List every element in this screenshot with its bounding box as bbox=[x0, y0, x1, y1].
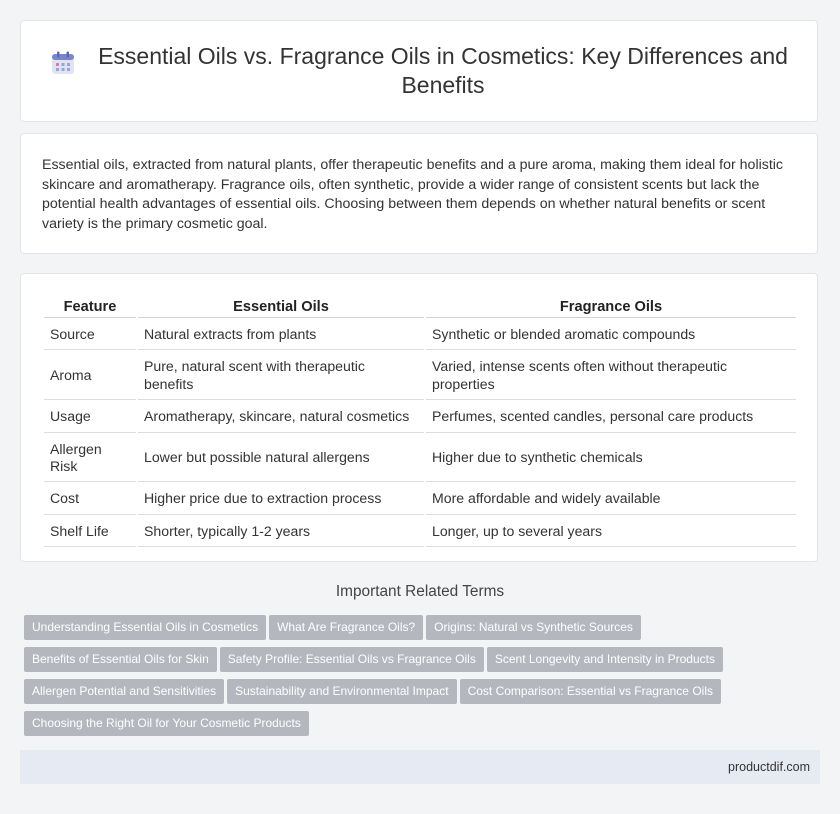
table-row bbox=[44, 402, 796, 432]
table-row bbox=[44, 517, 796, 547]
essential-oils-cell: Aromatherapy, skincare, natural cosmetics bbox=[138, 402, 424, 432]
related-terms-list bbox=[24, 615, 824, 743]
feature-cell: Cost bbox=[44, 484, 136, 514]
table-row bbox=[44, 435, 796, 483]
footer bbox=[20, 750, 820, 784]
fragrance-oils-cell: Synthetic or blended aromatic compounds bbox=[426, 320, 796, 350]
header-card bbox=[20, 20, 818, 122]
feature-cell: Source bbox=[44, 320, 136, 350]
fragrance-oils-cell: Perfumes, scented candles, personal care products bbox=[426, 402, 796, 432]
table-header-row bbox=[44, 296, 796, 318]
feature-cell: Aroma bbox=[44, 352, 136, 400]
intro-paragraph: Essential oils, extracted from natural plants, offer therapeutic benefits and a pure aroma, making them ideal for holistic skincare and aromatherapy. Fragrance oils, often synthetic, provide a wider range of consistent scents but lack the potential health advantages of essential oils. Choosing between them depends on whether natural benefits or scent variety is the primary cosmetic goal. bbox=[42, 157, 784, 232]
column-header-feature: Feature bbox=[44, 296, 136, 318]
fragrance-oils-cell: Longer, up to several years bbox=[426, 517, 796, 547]
table-row bbox=[44, 484, 796, 514]
fragrance-oils-cell: More affordable and widely available bbox=[426, 484, 796, 514]
related-term-tag[interactable]: Understanding Essential Oils in Cosmetics bbox=[24, 615, 266, 640]
comparison-table-card bbox=[20, 273, 818, 562]
related-terms-heading: Important Related Terms bbox=[335, 583, 505, 600]
related-term-tag[interactable]: Choosing the Right Oil for Your Cosmetic Products bbox=[24, 711, 309, 736]
footer-site-link[interactable]: productdif.com bbox=[728, 760, 810, 774]
calendar-icon bbox=[50, 42, 98, 81]
feature-cell: Shelf Life bbox=[44, 517, 136, 547]
related-term-tag[interactable]: Cost Comparison: Essential vs Fragrance Oils bbox=[460, 679, 721, 704]
related-term-tag[interactable]: Allergen Potential and Sensitivities bbox=[24, 679, 224, 704]
feature-cell: Allergen Risk bbox=[44, 435, 136, 483]
column-header-essential-oils: Essential Oils bbox=[138, 296, 424, 318]
feature-cell: Usage bbox=[44, 402, 136, 432]
fragrance-oils-cell: Higher due to synthetic chemicals bbox=[426, 435, 796, 483]
essential-oils-cell: Lower but possible natural allergens bbox=[138, 435, 424, 483]
essential-oils-cell: Higher price due to extraction process bbox=[138, 484, 424, 514]
related-term-tag[interactable]: Origins: Natural vs Synthetic Sources bbox=[426, 615, 641, 640]
essential-oils-cell: Pure, natural scent with therapeutic benefits bbox=[138, 352, 424, 400]
related-term-tag[interactable]: Sustainability and Environmental Impact bbox=[227, 679, 456, 704]
fragrance-oils-cell: Varied, intense scents often without therapeutic properties bbox=[426, 352, 796, 400]
column-header-fragrance-oils: Fragrance Oils bbox=[426, 296, 796, 318]
related-term-tag[interactable]: Scent Longevity and Intensity in Products bbox=[487, 647, 723, 672]
page-title: Essential Oils vs. Fragrance Oils in Cosmetics: Key Differences and Benefits bbox=[98, 43, 788, 98]
essential-oils-cell: Shorter, typically 1-2 years bbox=[138, 517, 424, 547]
essential-oils-cell: Natural extracts from plants bbox=[138, 320, 424, 350]
intro-card bbox=[20, 133, 818, 254]
related-term-tag[interactable]: Benefits of Essential Oils for Skin bbox=[24, 647, 217, 672]
table-row bbox=[44, 352, 796, 400]
related-term-tag[interactable]: Safety Profile: Essential Oils vs Fragrance Oils bbox=[220, 647, 484, 672]
table-row bbox=[44, 320, 796, 350]
comparison-table bbox=[42, 294, 798, 549]
related-term-tag[interactable]: What Are Fragrance Oils? bbox=[269, 615, 423, 640]
